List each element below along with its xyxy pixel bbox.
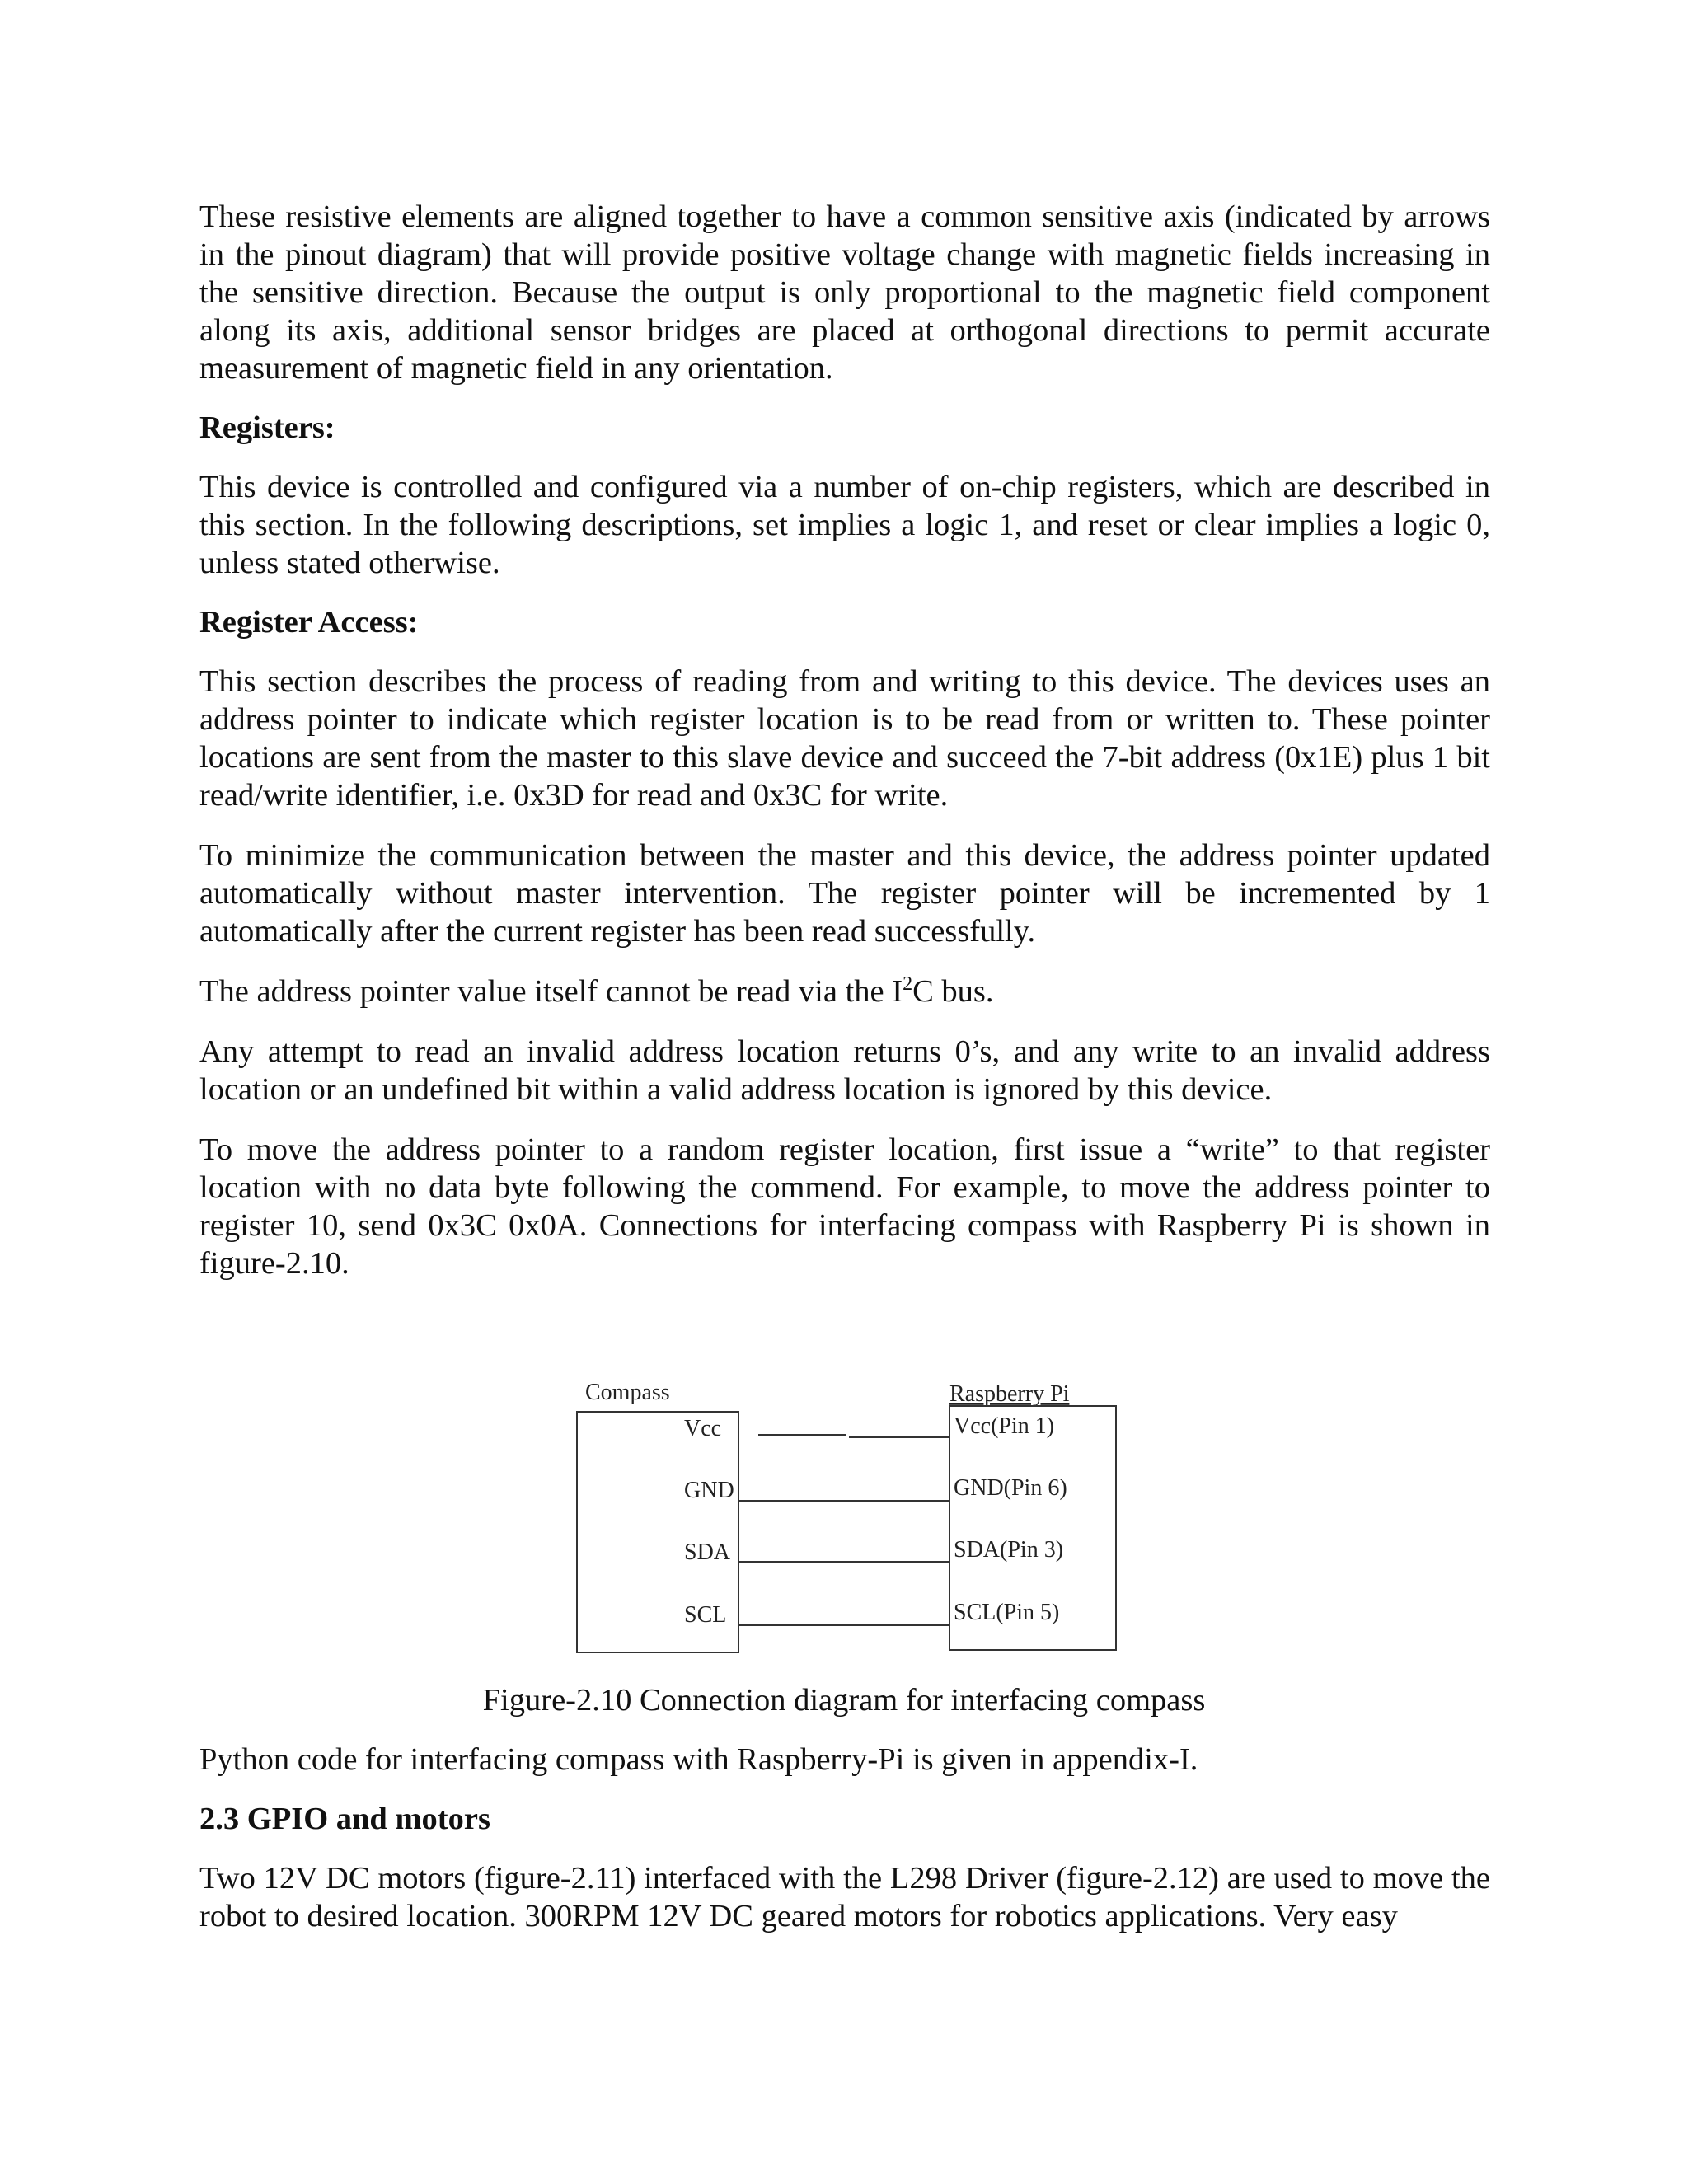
compass-pin-scl: SCL — [684, 1602, 727, 1628]
heading-gpio-motors: 2.3 GPIO and motors — [199, 1802, 490, 1836]
connection-diagram — [569, 1368, 1129, 1657]
paragraph-registers: This device is controlled and configured via a number of on-chip registers, which are described in this section. In the following descriptions, set implies a logic 1, and reset or clear implies a logic 0, unless stated otherwise. — [199, 470, 1490, 580]
superscript-2: 2 — [903, 973, 913, 995]
compass-title: Compass — [585, 1380, 670, 1405]
paragraph-register-access: This section describes the process of reading from and writing to this device. The devices uses an address pointer to indicate which register location is to be read from or written to. These pointer locations are sent from the master to this slave device and succeed the 7-bit address (0x1E) plus 1 bit read/write identifier, i.e. 0x3D for read and 0x3C for write. — [199, 664, 1490, 813]
paragraph-python-code: Python code for interfacing compass with Raspberry-Pi is given in appendix-I. — [199, 1742, 1198, 1777]
paragraph-dc-motors: Two 12V DC motors (figure-2.11) interfaced with the L298 Driver (figure-2.12) are used to move the robot to desired location. 300RPM 12V DC geared motors for robotics applications. Very easy — [199, 1861, 1490, 1933]
pi-pin-gnd: GND(Pin 6) — [954, 1475, 1067, 1501]
body-text-continued — [199, 1741, 1490, 1935]
pi-pin-scl: SCL(Pin 5) — [954, 1600, 1060, 1625]
pi-pin-vcc: Vcc(Pin 1) — [954, 1413, 1055, 1439]
heading-registers: Registers: — [199, 410, 335, 445]
compass-pin-vcc: Vcc — [684, 1416, 722, 1441]
paragraph-minimize-communication: To minimize the communication between the master and this device, the address pointer updated automatically without master intervention. The register pointer will be incremented by 1 automatically after the current register has been read successfully. — [199, 838, 1490, 949]
heading-register-access: Register Access: — [199, 605, 419, 640]
paragraph-resistive-elements: These resistive elements are aligned together to have a common sensitive axis (indicated by arrows in the pinout diagram) that will provide positive voltage change with magnetic fields increasing in the sensitive direction. Because the output is only proportional to the magnetic field component along its axis, additional sensor bridges are placed at orthogonal directions to permit accurate measurement of magnetic field in any orientation. — [199, 199, 1490, 386]
paragraph-invalid-address: Any attempt to read an invalid address location returns 0’s, and any write to an invalid address location or an undefined bit within a valid address location is ignored by this device. — [199, 1034, 1490, 1107]
paragraph-move-pointer: To move the address pointer to a random register location, first issue a “write” to that register location with no data byte following the commend. For example, to move the address pointer to register 10, send 0x3C 0x0A. Connections for interfacing compass with Raspberry Pi is shown in figure-2.10. — [199, 1132, 1490, 1281]
figure-caption: Figure-2.10 Connection diagram for interfacing compass — [482, 1683, 1206, 1718]
compass-pin-gnd: GND — [684, 1478, 734, 1503]
compass-pin-sda: SDA — [684, 1540, 731, 1565]
body-text — [199, 198, 1490, 1282]
address-pointer-text-b: C bus. — [912, 974, 994, 1009]
connection-diagram-svg — [569, 1368, 1129, 1657]
paragraph-address-pointer — [199, 972, 1490, 1010]
address-pointer-text-a: The address pointer value itself cannot be read via the I — [199, 974, 903, 1009]
pi-pin-sda: SDA(Pin 3) — [954, 1537, 1064, 1563]
raspberry-pi-title: Raspberry Pi — [950, 1381, 1070, 1407]
